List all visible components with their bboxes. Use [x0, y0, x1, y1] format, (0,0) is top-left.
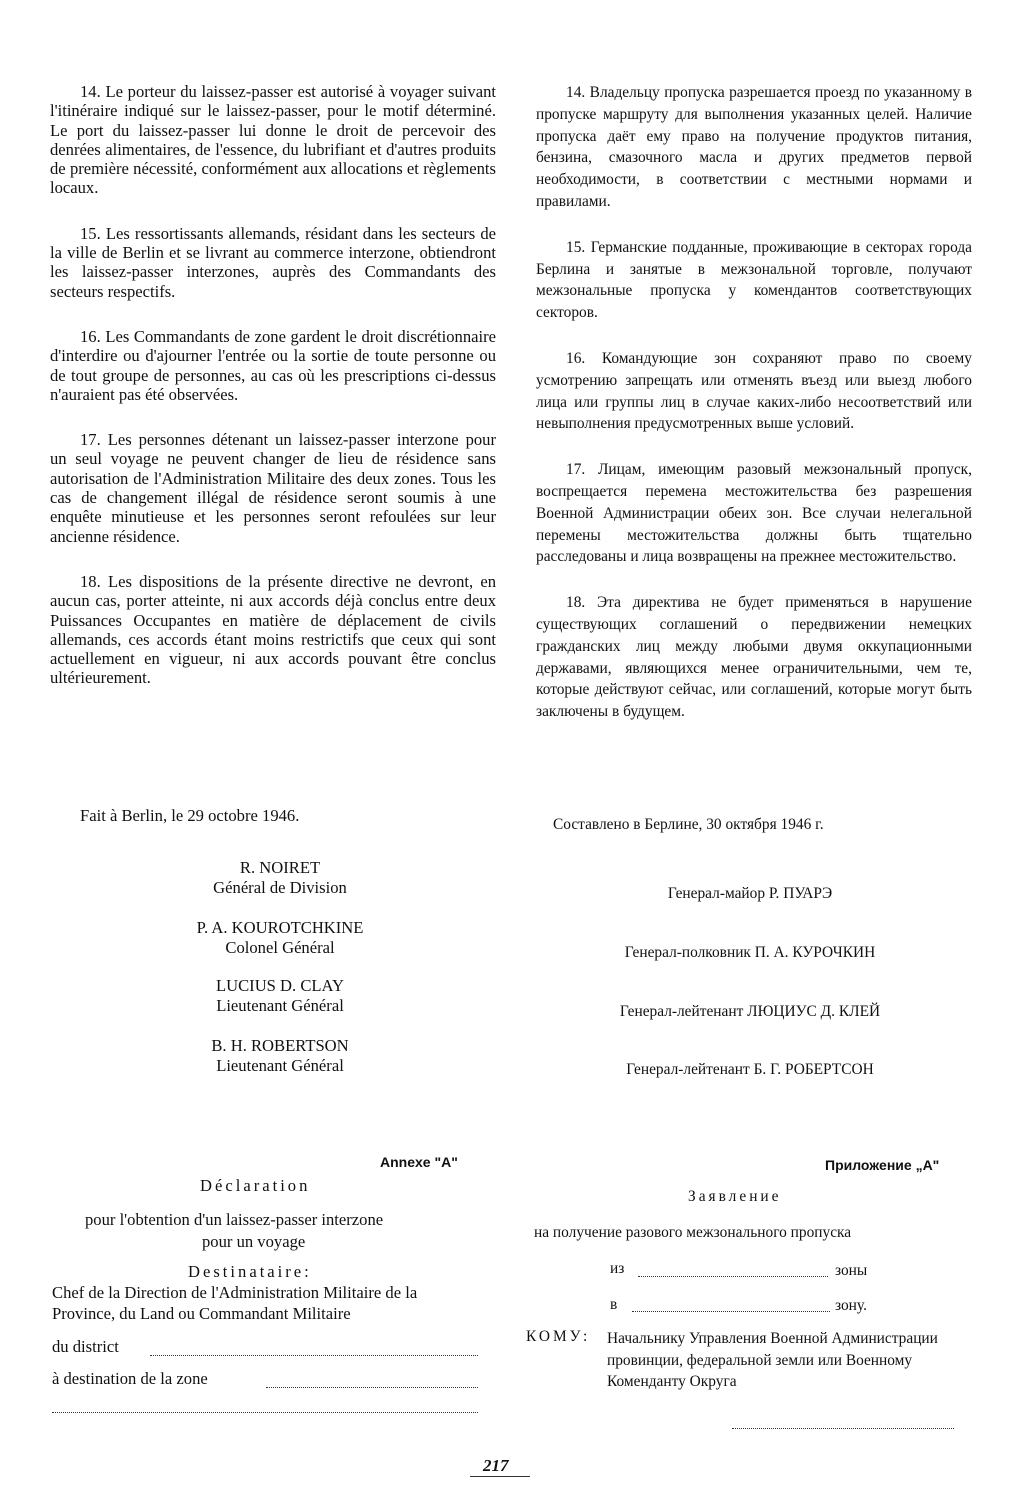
fr-zone-field[interactable]: [266, 1387, 478, 1388]
fr-signature-name: P. A. KOUROTCHKINE: [196, 918, 364, 937]
fr-signature-rank: Lieutenant Général: [216, 996, 344, 1015]
fr-signature-rank: Colonel Général: [225, 938, 335, 957]
ru-annex-zonu: зону.: [835, 1297, 867, 1314]
ru-annex-heading: Заявление: [688, 1188, 782, 1205]
ru-date-line: Составлено в Берлине, 30 октября 1946 г.: [553, 816, 824, 833]
fr-signature-name: LUCIUS D. CLAY: [215, 976, 344, 995]
fr-date-line: Fait à Berlin, le 29 octobre 1946.: [80, 806, 300, 825]
fr-paragraph-15: 15. Les ressortissants allemands, résidant dans les secteurs de la ville de Berlin et se livrant au commerce interzone, obtiendront les laissez-passer interzones, auprès des Commandants des secteurs respectifs.: [50, 223, 496, 301]
fr-signature-rank: Général de Division: [213, 878, 347, 897]
ru-signature-3: Генерал-лейтенант ЛЮЦИУС Д. КЛЕЙ: [619, 1003, 881, 1020]
fr-annex-zone-label: à destination de la zone: [52, 1369, 208, 1388]
fr-paragraph-18: 18. Les dispositions de la présente directive ne devront, en aucun cas, porter atteinte, ni aux accords déjà conclus entre deux Puissances Occupantes en matière de déplacement de civils allemands, ces accords étant moins restrictifs que ceux qui sont actuellement en vigueur, ni aux accords pouvant être conclus ultérieurement.: [50, 571, 496, 688]
ru-annex-line1: на получение разового межзонального пропуска: [534, 1224, 852, 1241]
fr-annex-line2: pour un voyage: [202, 1232, 306, 1251]
fr-annex-destinataire: Destinataire:: [188, 1262, 312, 1281]
page-number-underline: [470, 1476, 530, 1477]
fr-annex-district-label: du district: [52, 1337, 119, 1356]
ru-signature-4: Генерал-лейтенант Б. Г. РОБЕРТСОН: [626, 1061, 874, 1078]
fr-signature-2: [150, 918, 410, 958]
ru-signature-1: Генерал-майор Р. ПУАРЭ: [667, 885, 833, 902]
fr-signature-3: [150, 976, 410, 1016]
fr-paragraph-17: 17. Les personnes détenant un laissez-passer interzone pour un seul voyage ne peuvent changer de lieu de résidence sans autorisation de l'Administration Militaire des deux zones. Tous les cas de changement illégal de résidence seront soumis à une enquête minutieuse et les personnes seront refoulées sur leur ancienne résidence.: [50, 430, 496, 546]
fr-paragraph-14: 14. Le porteur du laissez-passer est autorisé à voyager suivant l'itinéraire indiqué sur le laissez-passer, pour le motif déterminé. Le port du laissez-passer lui donne le droit de percevoir des denrées alimentaires, de l'essence, du lubrifiant et d'autres produits de première nécessité, conformément aux allocations et règlements locaux.: [50, 82, 496, 198]
ru-annex-v: в: [610, 1296, 618, 1313]
ru-signature-2: Генерал-полковник П. А. КУРОЧКИН: [624, 944, 876, 961]
ru-paragraph-18: 18. Эта директива не будет применяться в нарушение существующих соглашений о передвижении немецких гражданских лиц между любыми двумя оккупационными державами, являющихся менее ограничительными, чем те, которые действуют сейчас, или соглашений, которые могут быть заключены в будущем.: [536, 594, 972, 721]
fr-signature-name: R. NOIRET: [239, 858, 321, 877]
fr-extra-field[interactable]: [52, 1412, 478, 1413]
ru-paragraph-15: 15. Германские подданные, проживающие в секторах города Берлина и занятые в межзональной торговле, получают межзональные пропуска у комендантов соответствующих секторов.: [536, 238, 972, 322]
ru-extra-field[interactable]: [732, 1428, 954, 1429]
ru-annex-komu-label: КОМУ:: [526, 1328, 591, 1345]
ru-annex-title: Приложение „А": [825, 1157, 940, 1173]
ru-from-zone-field[interactable]: [638, 1276, 828, 1277]
ru-paragraph-16: 16. Командующие зон сохраняют право по своему усмотрению запрещать или отменять въезд или выезд любого лица или группы лиц в случае каких-либо несоответствий или невыполнения предусмотренных выше условий.: [536, 349, 972, 433]
ru-paragraph-17: 17. Лицам, имеющим разовый межзональный пропуск, воспрещается перемена местожительства без разрешения Военной Администрации обеих зон. Все случаи нелегальной перемены местожительства должны быть тщательно расследованы и лица возвращены на прежнее местожительство.: [536, 461, 972, 566]
ru-annex-komu: Начальнику Управления Военной Администрации провинции, федеральной земли или Военному Коменданту Округа: [607, 1330, 938, 1390]
page-number: 217: [483, 1456, 509, 1475]
french-column: [50, 82, 496, 714]
fr-signature-rank: Lieutenant Général: [216, 1056, 344, 1075]
fr-annex-chef: Chef de la Direction de l'Administration Militaire de la Province, du Land ou Commandant Militaire: [52, 1283, 418, 1323]
fr-paragraph-16: 16. Les Commandants de zone gardent le droit discrétionnaire d'interdire ou d'ajourner l'entrée ou la sortie de toute personne ou de tout groupe de personnes, au cas où les prescriptions ci-dessus n'auraient pas été observées.: [50, 326, 496, 404]
ru-paragraph-14: 14. Владельцу пропуска разрешается проезд по указанному в пропуске маршруту для выполнения указанных целей. Наличие пропуска даёт ему право на получение продуктов питания, бензина, смазочного масла и других предметов первой необходимости, в соответствии с местными нормами и правилами.: [536, 84, 972, 210]
russian-column: [536, 82, 972, 747]
fr-signature-4: [150, 1036, 410, 1076]
fr-annex-heading: Déclaration: [200, 1176, 311, 1195]
ru-to-zone-field[interactable]: [632, 1311, 830, 1312]
fr-district-field[interactable]: [150, 1355, 478, 1356]
fr-annex-line1: pour l'obtention d'un laissez-passer interzone: [85, 1210, 384, 1229]
fr-annex-title: Annexe "A": [380, 1154, 458, 1170]
fr-signature-name: B. H. ROBERTSON: [211, 1036, 349, 1055]
ru-annex-zony: зоны: [835, 1262, 868, 1279]
fr-signature-1: [150, 858, 410, 898]
ru-annex-iz: из: [610, 1260, 625, 1277]
